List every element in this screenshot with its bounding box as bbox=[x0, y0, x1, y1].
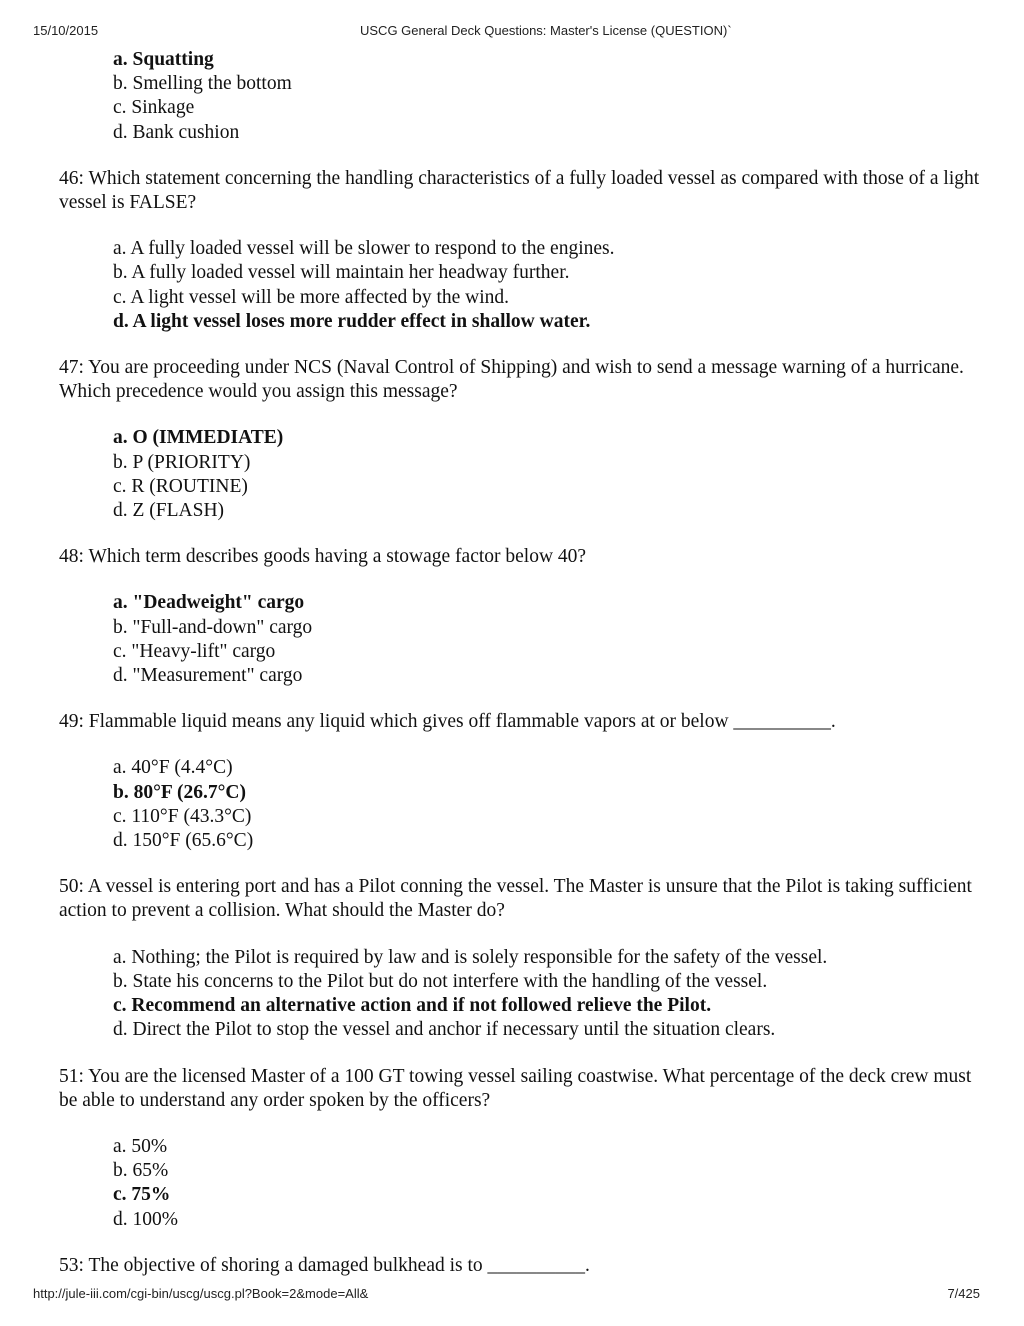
answer-options-46 bbox=[59, 237, 989, 334]
header-title: USCG General Deck Questions: Master's License (QUESTION)` bbox=[360, 23, 732, 38]
question-51: 51: You are the licensed Master of a 100 GT towing vessel sailing coastwise. What percentage of the deck crew must be able to understand any order spoken by the officers? bbox=[59, 1065, 972, 1111]
answer-option: b. "Full-and-down" cargo bbox=[113, 616, 313, 638]
answer-option: a. 40°F (4.4°C) bbox=[113, 757, 233, 779]
answer-options-50 bbox=[59, 946, 989, 1043]
answer-option: c. A light vessel will be more affected by the wind. bbox=[113, 286, 510, 308]
answer-options-48 bbox=[59, 591, 989, 688]
answer-option: d. Direct the Pilot to stop the vessel and anchor if necessary until the situation clears. bbox=[113, 1019, 776, 1041]
answer-options-47 bbox=[59, 426, 989, 523]
answer-options-49 bbox=[59, 756, 989, 853]
answer-option: d. 150°F (65.6°C) bbox=[113, 830, 254, 852]
question-50: 50: A vessel is entering port and has a Pilot conning the vessel. The Master is unsure that the Pilot is taking sufficient action to prevent a collision. What should the Master do? bbox=[59, 876, 972, 922]
answer-option: b. Smelling the bottom bbox=[113, 73, 292, 95]
answer-option: d. Bank cushion bbox=[113, 121, 240, 143]
answer-option: a. O (IMMEDIATE) bbox=[113, 427, 284, 449]
answer-option: b. A fully loaded vessel will maintain her headway further. bbox=[113, 262, 570, 284]
answer-option: c. 110°F (43.3°C) bbox=[113, 805, 252, 827]
question-48: 48: Which term describes goods having a stowage factor below 40? bbox=[59, 546, 587, 568]
answer-option: d. "Measurement" cargo bbox=[113, 665, 303, 687]
answer-option: c. 75% bbox=[113, 1184, 171, 1206]
answer-options-45 bbox=[59, 48, 989, 145]
header-date: 15/10/2015 bbox=[33, 23, 99, 38]
answer-option: a. "Deadweight" cargo bbox=[113, 592, 305, 614]
answer-option: c. Recommend an alternative action and if not followed relieve the Pilot. bbox=[113, 995, 712, 1017]
answer-options-51 bbox=[59, 1135, 989, 1232]
answer-option: b. State his concerns to the Pilot but do not interfere with the handling of the vessel. bbox=[113, 970, 768, 992]
answer-option: a. A fully loaded vessel will be slower to respond to the engines. bbox=[113, 238, 615, 260]
answer-option: c. "Heavy-lift" cargo bbox=[113, 640, 276, 662]
question-46: 46: Which statement concerning the handling characteristics of a fully loaded vessel as compared with those of a light vessel is FALSE? bbox=[59, 167, 980, 214]
answer-option: b. 80°F (26.7°C) bbox=[113, 781, 246, 803]
answer-option: d. Z (FLASH) bbox=[113, 500, 225, 522]
question-49: 49: Flammable liquid means any liquid which gives off flammable vapors at or below __________. bbox=[59, 711, 836, 733]
question-53: 53: The objective of shoring a damaged bulkhead is to __________. bbox=[59, 1254, 590, 1276]
question-47: 47: You are proceeding under NCS (Naval Control of Shipping) and wish to send a message warning of a hurricane. Which precedence would you assign this message? bbox=[59, 357, 964, 403]
answer-option: a. Nothing; the Pilot is required by law and is solely responsible for the safety of the vessel. bbox=[113, 946, 828, 968]
answer-option: b. P (PRIORITY) bbox=[113, 451, 251, 473]
footer-url: http://jule-iii.com/cgi-bin/uscg/uscg.pl?Book=2&mode=All& bbox=[33, 1286, 369, 1301]
footer-page-number: 7/425 bbox=[947, 1286, 980, 1301]
question-list bbox=[59, 48, 989, 1278]
answer-option: d. A light vessel loses more rudder effect in shallow water. bbox=[113, 310, 591, 332]
answer-option: a. Squatting bbox=[113, 49, 214, 70]
answer-option: c. Sinkage bbox=[113, 97, 195, 119]
answer-option: d. 100% bbox=[113, 1208, 178, 1230]
answer-option: a. 50% bbox=[113, 1135, 168, 1157]
answer-option: b. 65% bbox=[113, 1160, 169, 1182]
answer-option: c. R (ROUTINE) bbox=[113, 475, 248, 497]
